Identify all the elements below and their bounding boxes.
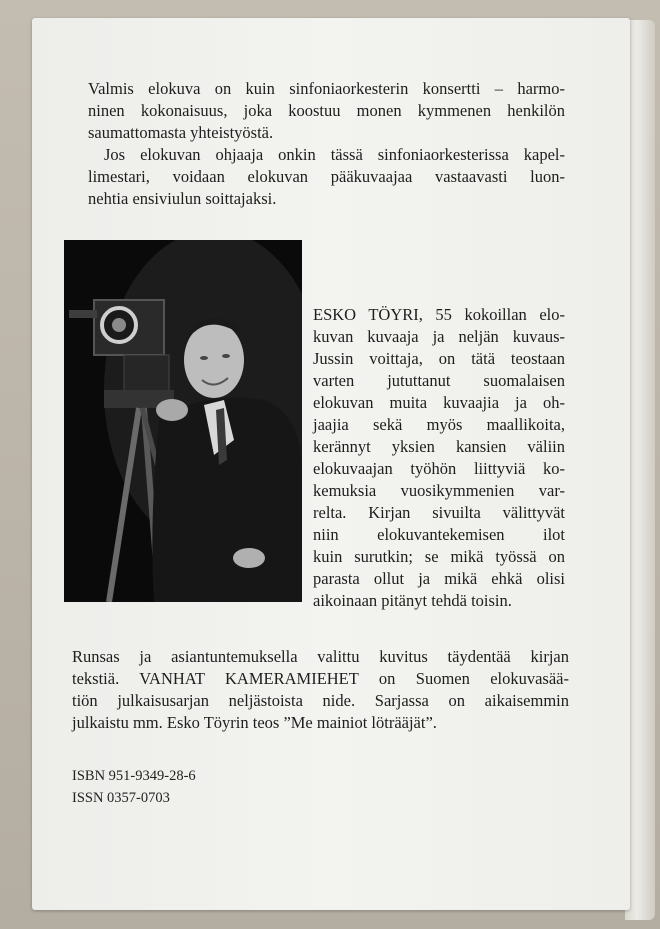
text-line: kuin surutkin; se mikä työssä on — [313, 547, 565, 566]
text-line: elokuvaajan työhön liittyviä ko- — [313, 459, 565, 478]
cameraman-illustration — [64, 240, 302, 602]
text-line: Valmis elokuva on kuin sinfoniaorkesterin konsertti – harmo- — [88, 79, 565, 98]
author-bio — [313, 304, 565, 612]
text-line: jaajia sekä myös maallikoita, — [313, 415, 565, 434]
text-line: varten jututtanut suomalaisen — [313, 371, 565, 390]
text-line: limestari, voidaan elokuvan pääkuvaajaa vastaavasti luon- — [88, 167, 565, 186]
text-line: relta. Kirjan sivuilta välittyvät — [313, 503, 565, 522]
isbn-number: ISBN 951-9349-28-6 — [72, 768, 196, 784]
intro-paragraph-1 — [88, 78, 565, 144]
outro-text — [72, 646, 569, 734]
text-line: ninen kokonaisuus, joka koostuu monen kymmenen henkilön — [88, 101, 565, 120]
text-line: ESKO TÖYRI, 55 kokoillan elo- — [313, 305, 565, 324]
intro-text — [88, 78, 565, 210]
book-back-cover — [32, 18, 630, 910]
text-line: nehtia ensiviulun soittajaksi. — [88, 189, 277, 208]
intro-paragraph-2 — [88, 144, 565, 210]
text-line: julkaistu mm. Esko Töyrin teos ”Me mainiot löträäjät”. — [72, 713, 437, 732]
text-line: Jos elokuvan ohjaaja onkin tässä sinfoniaorkesterissa kapel- — [104, 145, 565, 164]
text-line: elokuvan muita kuvaajia ja oh- — [313, 393, 565, 412]
text-line: saumattomasta yhteistyöstä. — [88, 123, 274, 142]
isbn-block — [72, 765, 196, 809]
issn-number: ISSN 0357-0703 — [72, 790, 170, 806]
text-line: Runsas ja asiantuntemuksella valittu kuvitus täydentää kirjan — [72, 647, 569, 666]
text-line: tiön julkaisusarjan neljästoista nide. Sarjassa on aikaisemmin — [72, 691, 569, 710]
text-line: kerännyt yksien kansien väliin — [313, 437, 565, 456]
text-line: parasta ollut ja mikä ehkä olisi — [313, 569, 565, 588]
text-line: kuvan kuvaaja ja neljän kuvaus- — [313, 327, 565, 346]
text-line: tekstiä. VANHAT KAMERAMIEHET on Suomen elokuvasää- — [72, 669, 569, 688]
cameraman-photo — [64, 240, 302, 602]
text-line: kemuksia vuosikymmenien var- — [313, 481, 565, 500]
text-line: aikoinaan pitänyt tehdä toisin. — [313, 591, 512, 610]
text-line: Jussin voittaja, on tätä teostaan — [313, 349, 565, 368]
text-line: niin elokuvantekemisen ilot — [313, 525, 565, 544]
